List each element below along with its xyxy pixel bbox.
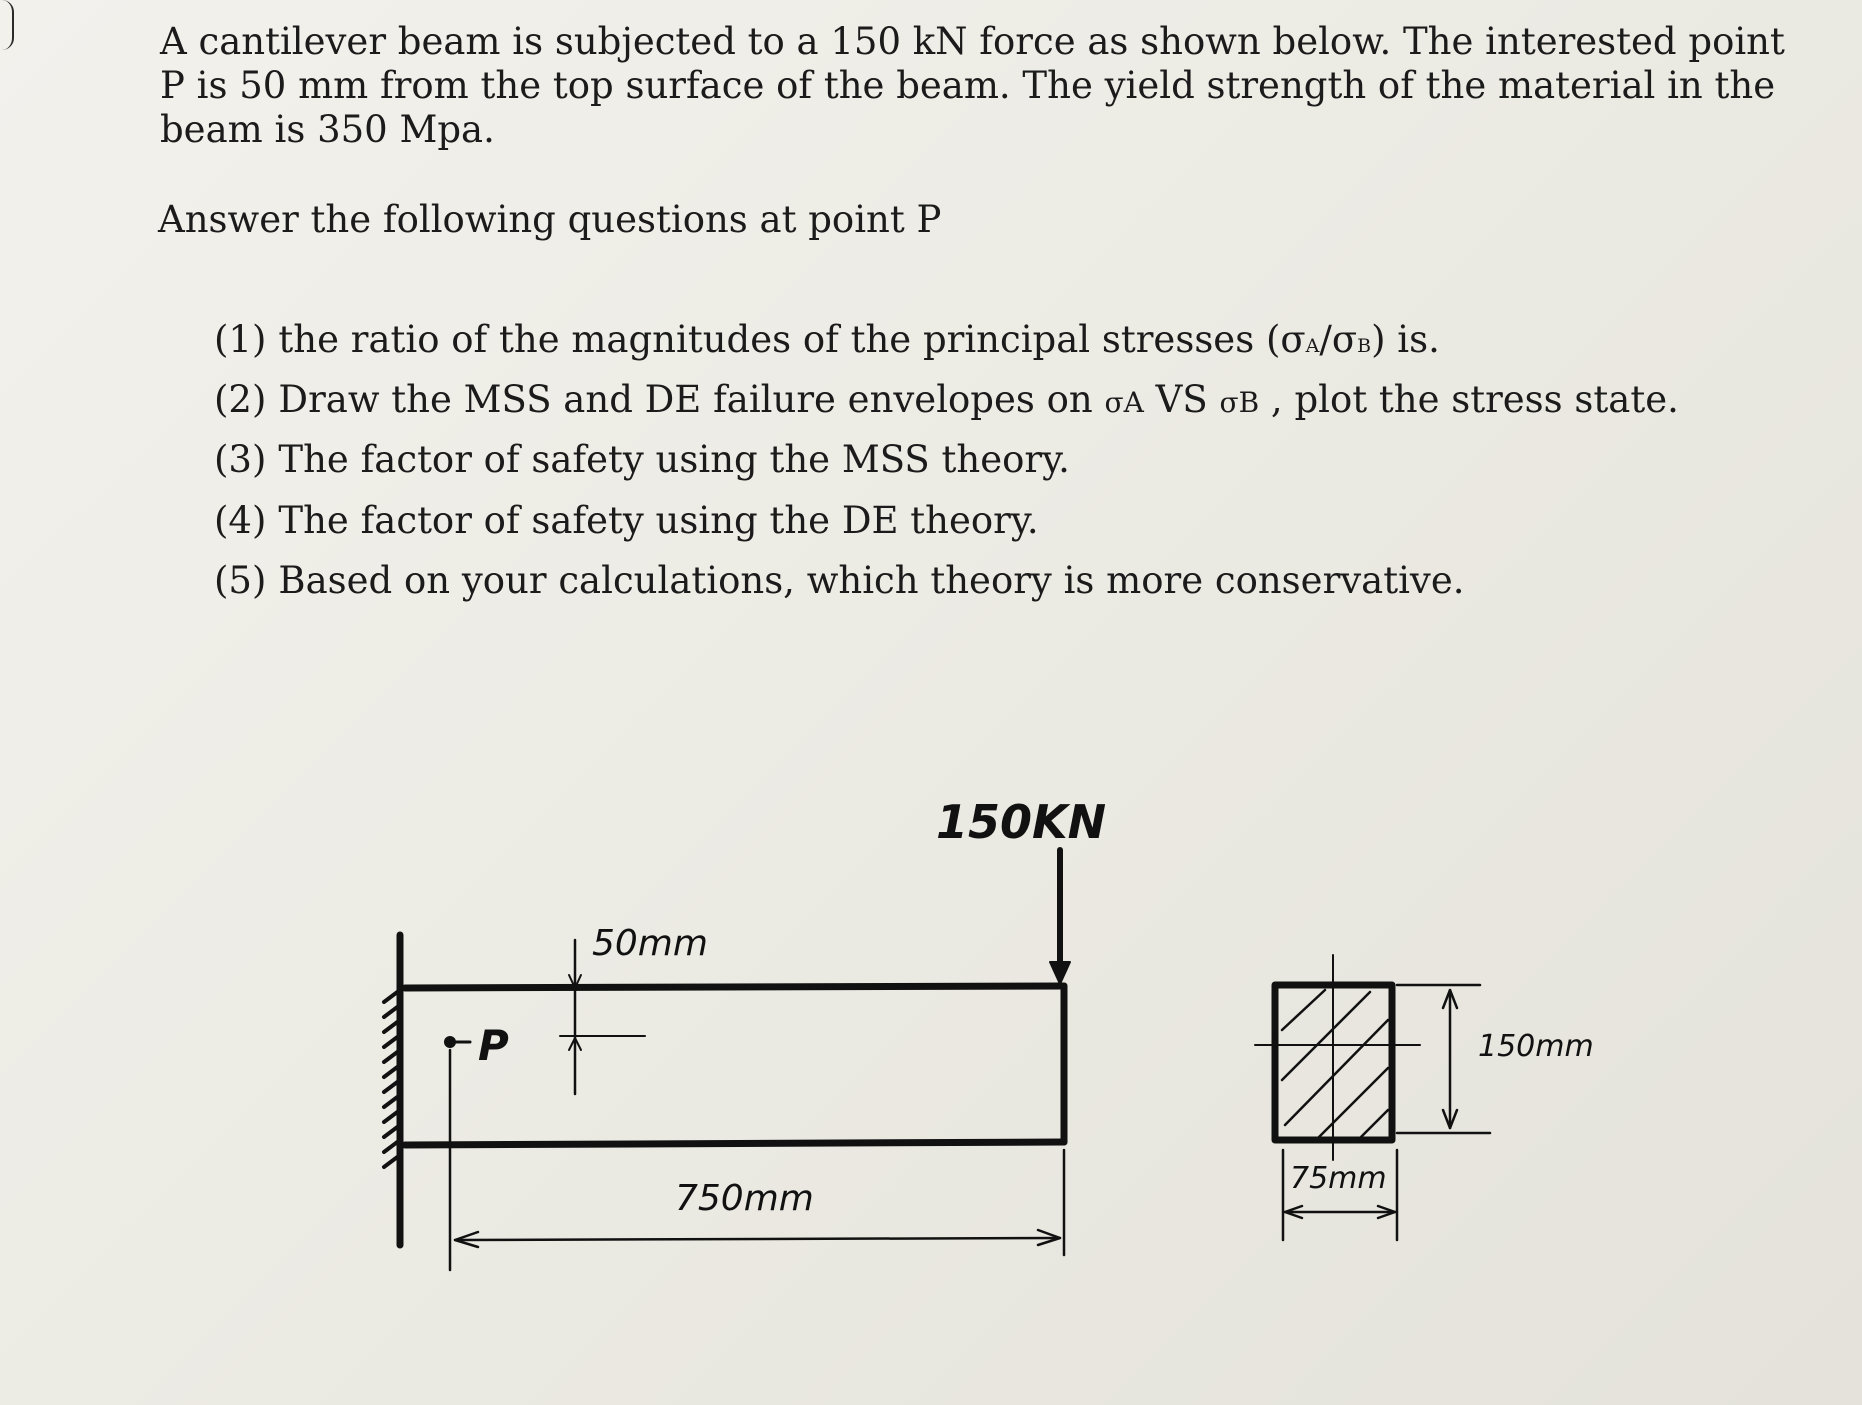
problem-statement-line: P is 50 mm from the top surface of the beam. The yield strength of the material in the: [160, 64, 1776, 107]
question-text: ) is.: [1371, 318, 1440, 361]
question-item: [214, 378, 1679, 425]
height-dimension-label: 150mm: [1478, 1029, 1594, 1064]
question-text: The factor of safety using the DE theory.: [278, 499, 1039, 542]
question-number: (3): [214, 438, 267, 481]
answer-prompt: Answer the following questions at point P: [158, 198, 942, 241]
problem-statement-line: A cantilever beam is subjected to a 150 kN force as shown below. The interested point: [160, 20, 1785, 63]
question-item: [214, 318, 1440, 368]
question-item: [214, 559, 1464, 603]
beam-bottom-edge: [405, 1142, 1064, 1145]
point-p-marker: [444, 1036, 456, 1048]
question-text: , plot the stress state.: [1259, 378, 1679, 421]
question-item: [214, 438, 1070, 482]
beam-top-edge: [405, 986, 1064, 988]
question-text: VS: [1143, 378, 1220, 421]
force-label: 150KN: [936, 795, 1107, 849]
problem-statement: [160, 20, 1785, 152]
length-dimension-line: [455, 1238, 1060, 1240]
depth-dimension-label: 50mm: [592, 923, 708, 964]
question-text: The factor of safety using the MSS theory.: [278, 438, 1070, 481]
question-text: Draw the MSS and DE failure envelopes on: [278, 378, 1105, 421]
question-text: B: [1357, 335, 1372, 357]
question-item: [214, 499, 1039, 543]
cross-section-hatching: [1282, 990, 1388, 1138]
question-text: σ: [1219, 386, 1239, 419]
point-p-label: P: [478, 1021, 509, 1070]
question-text: σ: [1280, 318, 1306, 361]
question-text: A: [1305, 335, 1320, 357]
problem-statement-line: beam is 350 Mpa.: [160, 108, 495, 151]
question-text: the ratio of the magnitudes of the principal stresses (: [278, 318, 1281, 361]
question-text: A: [1123, 386, 1144, 419]
question-number: (5): [214, 559, 267, 602]
question-text: /: [1319, 318, 1332, 361]
width-dimension-label: 75mm: [1290, 1161, 1387, 1196]
question-number: (4): [214, 499, 267, 542]
cantilever-beam-figure: [0, 760, 1862, 1320]
question-text: Based on your calculations, which theory is more conservative.: [278, 559, 1465, 602]
page-edge-mark: [2, 0, 14, 50]
force-arrowhead: [1050, 962, 1070, 984]
question-text: B: [1238, 386, 1260, 419]
question-number: (1): [214, 318, 267, 361]
question-text: σ: [1331, 318, 1358, 361]
length-dimension-label: 750mm: [675, 1178, 814, 1219]
question-text: σ: [1104, 386, 1124, 419]
question-number: (2): [214, 378, 267, 421]
